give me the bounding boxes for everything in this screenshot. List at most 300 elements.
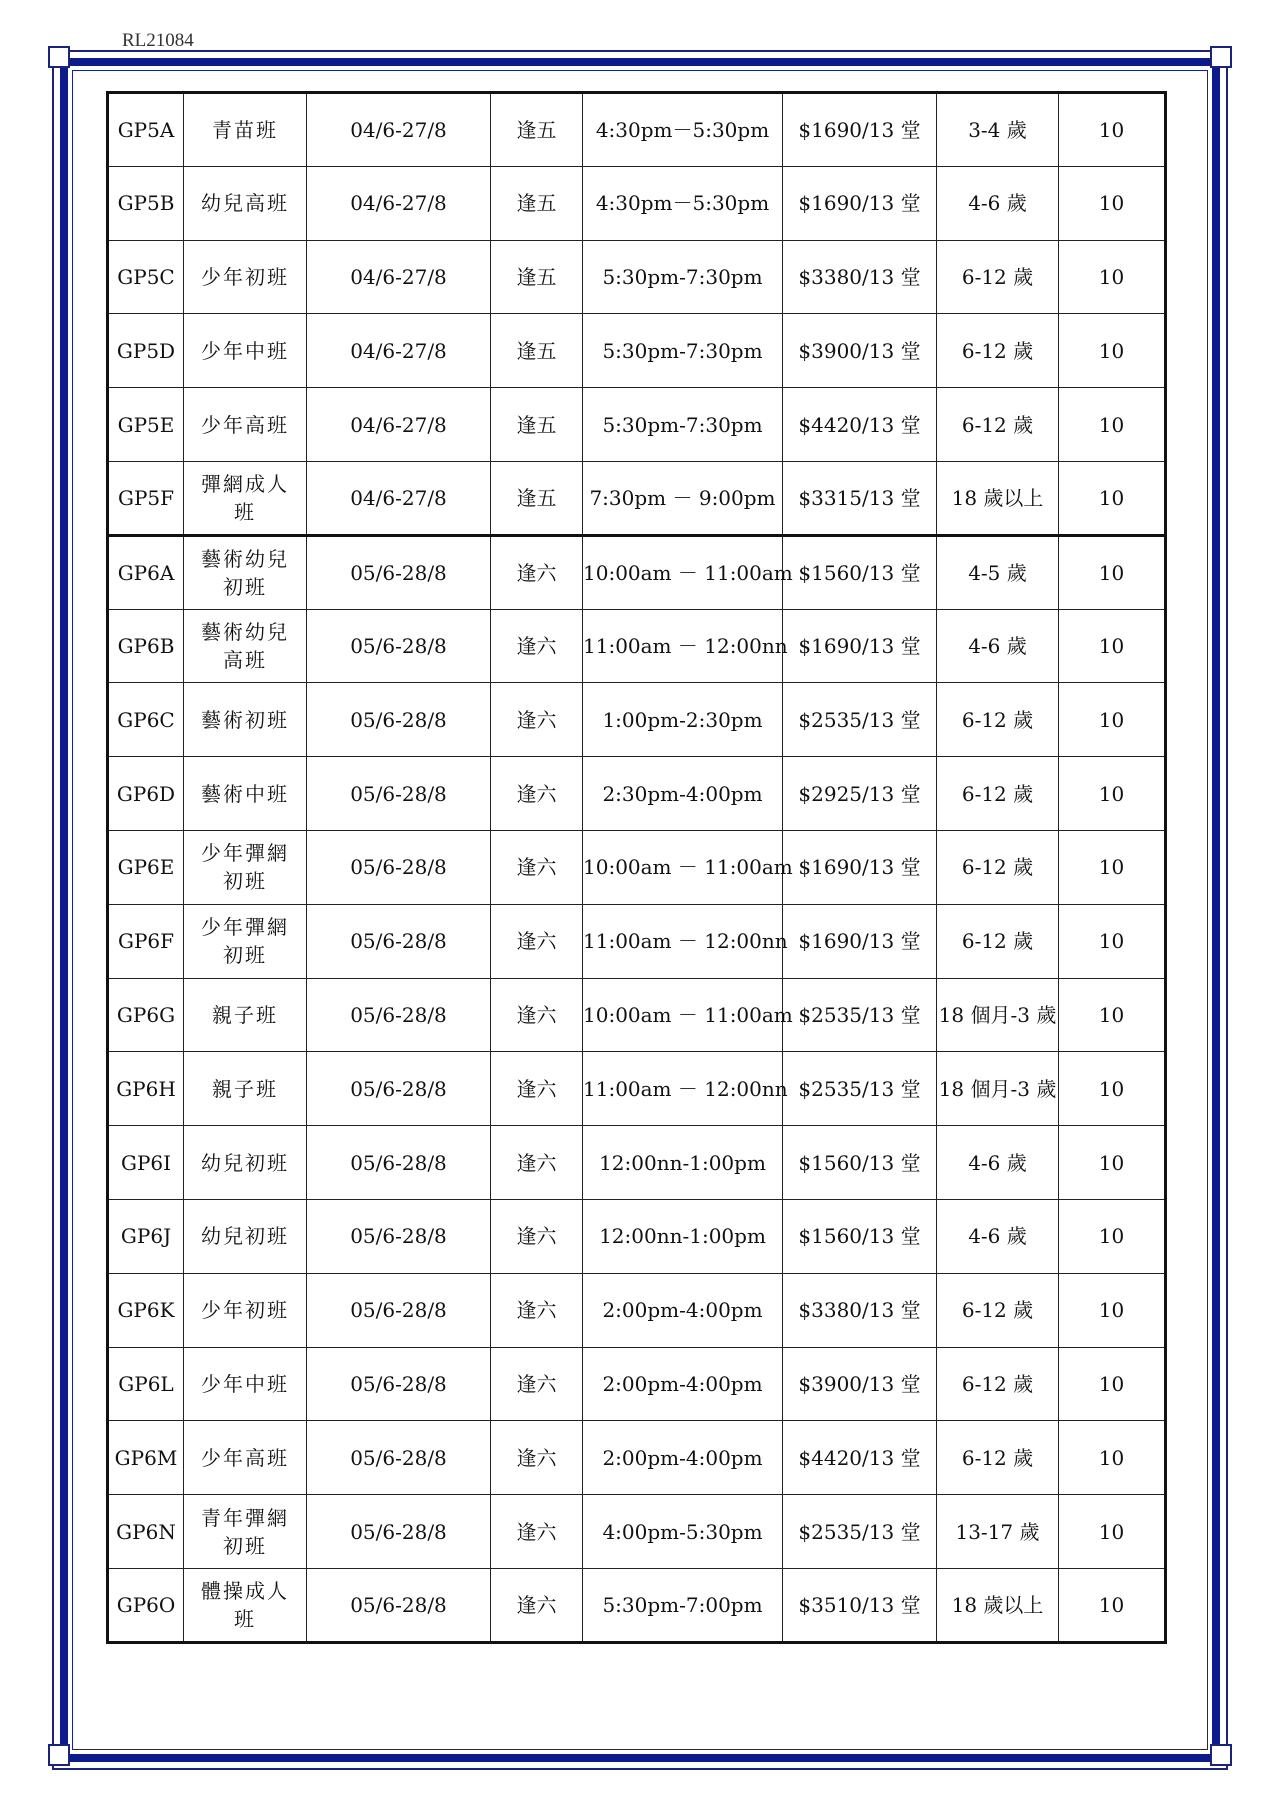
class-age	[937, 1052, 1059, 1126]
class-code-text: GP6L	[118, 1371, 174, 1396]
table-row	[108, 93, 1166, 167]
class-age-text: 6-12 歲	[961, 1371, 1034, 1396]
class-day	[491, 166, 583, 240]
class-name-text: 幼兒高班	[201, 191, 289, 216]
class-name	[184, 609, 307, 683]
class-time-text: 7:30pm － 9:00pm	[589, 485, 776, 510]
class-period	[307, 1126, 491, 1200]
class-fee-text: $2535/13 堂	[798, 707, 921, 732]
class-day	[491, 904, 583, 978]
class-time	[583, 904, 788, 978]
class-time-text: 11:00am － 12:00nn	[583, 1076, 788, 1101]
class-age	[937, 240, 1059, 314]
class-fee	[783, 1126, 937, 1200]
class-time-text: 11:00am － 12:00nn	[583, 633, 788, 658]
class-code	[108, 904, 184, 978]
class-name-text: 體操成人班	[201, 1578, 289, 1631]
class-time-text: 4:30pm－5:30pm	[595, 191, 770, 216]
class-period	[307, 535, 491, 609]
class-quota	[1059, 1199, 1166, 1273]
class-time	[583, 830, 793, 904]
class-day	[491, 1568, 583, 1642]
class-fee	[783, 609, 937, 683]
class-age	[937, 1421, 1059, 1495]
class-fee-text: $3315/13 堂	[798, 485, 921, 510]
class-age	[937, 314, 1059, 388]
class-age-text: 13-17 歲	[955, 1519, 1040, 1544]
class-age	[937, 1347, 1059, 1421]
class-fee	[783, 314, 937, 388]
class-age-text: 18 個月-3 歲	[938, 1076, 1057, 1101]
class-code	[108, 93, 184, 167]
class-day-text: 逢五	[516, 485, 557, 510]
class-code-text: GP6F	[117, 929, 175, 954]
class-code-text: GP5E	[117, 412, 175, 437]
class-fee-text: $1560/13 堂	[798, 560, 921, 585]
class-quota	[1059, 1052, 1166, 1126]
class-time-text: 10:00am － 11:00am	[583, 560, 793, 585]
class-quota-text: 10	[1098, 707, 1125, 732]
class-day	[491, 1495, 583, 1569]
table-row	[108, 1126, 1166, 1200]
class-name-text: 彈網成人班	[201, 471, 289, 524]
class-period	[307, 683, 491, 757]
class-quota	[1059, 609, 1166, 683]
class-quota	[1059, 1568, 1166, 1642]
class-day	[491, 1199, 583, 1273]
class-time-text: 4:00pm-5:30pm	[602, 1519, 763, 1544]
class-age-text: 4-6 歲	[968, 1150, 1027, 1175]
class-day-text: 逢六	[516, 1371, 557, 1396]
class-quota	[1059, 757, 1166, 831]
class-age-text: 18 歲以上	[951, 1592, 1044, 1617]
class-quota-text: 10	[1098, 855, 1125, 880]
class-fee-text: $3900/13 堂	[798, 338, 921, 363]
corner-ornament	[48, 1744, 70, 1766]
class-age-text: 6-12 歲	[961, 781, 1034, 806]
class-quota	[1059, 830, 1166, 904]
class-period	[307, 1199, 491, 1273]
class-name-text: 少年中班	[201, 338, 289, 363]
class-name-text: 少年中班	[201, 1371, 289, 1396]
class-quota-text: 10	[1098, 1002, 1125, 1027]
class-quota	[1059, 683, 1166, 757]
class-fee	[783, 904, 937, 978]
class-time	[583, 1273, 783, 1347]
table-row	[108, 314, 1166, 388]
class-time	[583, 461, 783, 535]
class-fee	[783, 1199, 937, 1273]
class-code-text: GP6K	[117, 1298, 175, 1323]
class-period-text: 05/6-28/8	[350, 1298, 447, 1323]
class-time	[583, 1568, 783, 1642]
class-time	[583, 1199, 783, 1273]
class-name-text: 青苗班	[212, 117, 278, 142]
class-name-text: 幼兒初班	[201, 1150, 289, 1175]
class-quota-text: 10	[1098, 117, 1125, 142]
class-code-text: GP6A	[117, 560, 175, 585]
class-name	[184, 757, 307, 831]
class-code	[108, 1199, 184, 1273]
class-time-text: 12:00nn-1:00pm	[599, 1150, 766, 1175]
class-name	[184, 1199, 307, 1273]
class-age-text: 6-12 歲	[961, 412, 1034, 437]
class-time	[583, 1126, 783, 1200]
class-quota-text: 10	[1098, 1445, 1125, 1470]
class-age	[937, 1568, 1059, 1642]
class-name-text: 藝術幼兒高班	[201, 619, 289, 672]
class-quota-text: 10	[1098, 1592, 1125, 1617]
class-name-text: 藝術中班	[201, 781, 289, 806]
class-period	[307, 166, 491, 240]
class-fee-text: $3900/13 堂	[798, 1371, 921, 1396]
class-name-text: 幼兒初班	[201, 1224, 289, 1249]
class-period-text: 05/6-28/8	[350, 633, 447, 658]
class-code	[108, 1421, 184, 1495]
class-time	[583, 683, 783, 757]
class-period-text: 04/6-27/8	[350, 485, 447, 510]
class-code	[108, 1052, 184, 1126]
class-age	[937, 1126, 1059, 1200]
class-time-text: 10:00am － 11:00am	[583, 1002, 793, 1027]
class-name	[184, 535, 307, 609]
class-code	[108, 830, 184, 904]
class-age-text: 18 歲以上	[951, 485, 1044, 510]
class-quota-text: 10	[1098, 1298, 1125, 1323]
class-quota-text: 10	[1098, 412, 1125, 437]
class-day	[491, 93, 583, 167]
corner-ornament	[48, 46, 70, 68]
table-row	[108, 978, 1166, 1052]
class-quota-text: 10	[1098, 929, 1125, 954]
class-period-text: 05/6-28/8	[350, 1519, 447, 1544]
class-day-text: 逢六	[516, 855, 557, 880]
class-period	[307, 978, 491, 1052]
class-fee-text: $2535/13 堂	[798, 1076, 921, 1101]
table-row	[108, 683, 1166, 757]
class-day	[491, 1273, 583, 1347]
class-fee	[783, 1421, 937, 1495]
class-code-text: GP6M	[114, 1445, 178, 1470]
class-quota-text: 10	[1098, 560, 1125, 585]
class-period	[307, 1421, 491, 1495]
class-fee	[783, 830, 937, 904]
class-day-text: 逢六	[516, 1445, 557, 1470]
class-period-text: 05/6-28/8	[350, 1002, 447, 1027]
class-name-text: 少年彈網初班	[201, 841, 289, 894]
table-row	[108, 1568, 1166, 1642]
class-age	[937, 904, 1059, 978]
class-time	[583, 609, 788, 683]
class-code	[108, 1495, 184, 1569]
class-period	[307, 609, 491, 683]
class-period	[307, 1347, 491, 1421]
class-code-text: GP5F	[117, 485, 175, 510]
class-period-text: 05/6-28/8	[350, 1076, 447, 1101]
class-period-text: 05/6-28/8	[350, 1224, 447, 1249]
class-period-text: 04/6-27/8	[350, 117, 447, 142]
class-time	[583, 1347, 783, 1421]
class-quota	[1059, 535, 1166, 609]
class-code-text: GP6H	[116, 1076, 176, 1101]
class-quota	[1059, 904, 1166, 978]
class-quota-text: 10	[1098, 1224, 1125, 1249]
class-code	[108, 166, 184, 240]
document-code: RL21084	[122, 30, 194, 51]
class-day-text: 逢六	[516, 1002, 557, 1027]
class-period	[307, 1495, 491, 1569]
class-age-text: 3-4 歲	[968, 117, 1027, 142]
class-fee-text: $4420/13 堂	[798, 412, 921, 437]
class-quota	[1059, 461, 1166, 535]
class-period	[307, 461, 491, 535]
class-period-text: 05/6-28/8	[350, 1445, 447, 1470]
class-day-text: 逢六	[516, 1519, 557, 1544]
class-time-text: 12:00nn-1:00pm	[599, 1224, 766, 1249]
class-name	[184, 461, 307, 535]
class-fee-text: $1690/13 堂	[798, 929, 921, 954]
class-day	[491, 388, 583, 462]
class-time-text: 4:30pm－5:30pm	[595, 117, 770, 142]
class-time	[583, 535, 793, 609]
class-name	[184, 1568, 307, 1642]
class-age	[937, 93, 1059, 167]
class-day-text: 逢六	[516, 781, 557, 806]
class-fee	[783, 1495, 937, 1569]
class-fee-text: $1690/13 堂	[798, 191, 921, 216]
class-name	[184, 166, 307, 240]
class-period-text: 05/6-28/8	[350, 1592, 447, 1617]
class-code	[108, 1126, 184, 1200]
class-name	[184, 388, 307, 462]
class-quota	[1059, 1126, 1166, 1200]
class-day	[491, 683, 583, 757]
class-code-text: GP6E	[117, 855, 175, 880]
class-quota-text: 10	[1098, 633, 1125, 658]
class-day	[491, 830, 583, 904]
corner-ornament	[1210, 46, 1232, 68]
class-quota	[1059, 978, 1166, 1052]
class-fee-text: $1560/13 堂	[798, 1224, 921, 1249]
class-name	[184, 1126, 307, 1200]
class-time-text: 10:00am － 11:00am	[583, 855, 793, 880]
class-age-text: 6-12 歲	[961, 855, 1034, 880]
class-period-text: 05/6-28/8	[350, 1371, 447, 1396]
class-name	[184, 1273, 307, 1347]
class-time-text: 2:00pm-4:00pm	[602, 1298, 763, 1323]
class-period	[307, 757, 491, 831]
class-fee	[783, 1052, 937, 1126]
class-quota	[1059, 1495, 1166, 1569]
class-quota-text: 10	[1098, 264, 1125, 289]
class-day-text: 逢六	[516, 1592, 557, 1617]
class-day-text: 逢五	[516, 338, 557, 363]
class-period	[307, 240, 491, 314]
class-time-text: 1:00pm-2:30pm	[602, 707, 763, 732]
class-fee-text: $1560/13 堂	[798, 1150, 921, 1175]
class-age-text: 6-12 歲	[961, 1445, 1034, 1470]
class-schedule-table	[106, 91, 1167, 1644]
class-period	[307, 830, 491, 904]
class-time	[583, 757, 783, 831]
class-period	[307, 314, 491, 388]
class-period	[307, 388, 491, 462]
class-time	[583, 978, 793, 1052]
class-quota-text: 10	[1098, 485, 1125, 510]
class-time-text: 5:30pm-7:30pm	[602, 412, 763, 437]
class-age	[937, 535, 1059, 609]
class-day-text: 逢六	[516, 1150, 557, 1175]
class-quota	[1059, 1273, 1166, 1347]
class-period-text: 05/6-28/8	[350, 929, 447, 954]
class-day	[491, 1052, 583, 1126]
class-day	[491, 1421, 583, 1495]
class-period	[307, 93, 491, 167]
class-name	[184, 830, 307, 904]
class-time-text: 2:00pm-4:00pm	[602, 1445, 763, 1470]
class-day-text: 逢五	[516, 264, 557, 289]
class-period-text: 04/6-27/8	[350, 191, 447, 216]
class-fee-text: $2535/13 堂	[798, 1002, 921, 1027]
class-time	[583, 93, 783, 167]
class-code	[108, 240, 184, 314]
class-fee-text: $4420/13 堂	[798, 1445, 921, 1470]
class-day-text: 逢五	[516, 117, 557, 142]
class-period-text: 05/6-28/8	[350, 855, 447, 880]
class-age	[937, 1495, 1059, 1569]
class-fee-text: $1690/13 堂	[798, 633, 921, 658]
class-period	[307, 1568, 491, 1642]
class-code	[108, 1568, 184, 1642]
class-period	[307, 1273, 491, 1347]
class-fee-text: $3510/13 堂	[798, 1592, 921, 1617]
class-time	[583, 1421, 783, 1495]
class-age	[937, 1273, 1059, 1347]
class-period-text: 04/6-27/8	[350, 412, 447, 437]
class-age-text: 18 個月-3 歲	[938, 1002, 1057, 1027]
class-time	[583, 166, 783, 240]
class-age	[937, 978, 1059, 1052]
class-time	[583, 314, 783, 388]
class-age	[937, 388, 1059, 462]
class-time-text: 5:30pm-7:30pm	[602, 338, 763, 363]
class-code-text: GP6O	[116, 1592, 176, 1617]
class-fee	[783, 93, 937, 167]
class-period-text: 05/6-28/8	[350, 560, 447, 585]
table-row	[108, 1495, 1166, 1569]
class-fee	[783, 1273, 937, 1347]
class-code	[108, 683, 184, 757]
class-code	[108, 461, 184, 535]
class-time	[583, 1495, 783, 1569]
class-name-text: 藝術幼兒初班	[201, 546, 289, 599]
class-age-text: 4-6 歲	[968, 633, 1027, 658]
class-age-text: 4-6 歲	[968, 1224, 1027, 1249]
class-name	[184, 1421, 307, 1495]
class-day-text: 逢六	[516, 1298, 557, 1323]
class-fee	[783, 388, 937, 462]
class-code	[108, 1273, 184, 1347]
class-fee	[783, 1568, 937, 1642]
table-row	[108, 1052, 1166, 1126]
class-fee-text: $1690/13 堂	[798, 855, 921, 880]
class-code	[108, 388, 184, 462]
class-name	[184, 1495, 307, 1569]
class-quota	[1059, 1421, 1166, 1495]
class-code	[108, 757, 184, 831]
class-name-text: 少年高班	[201, 1445, 289, 1470]
table-row	[108, 1421, 1166, 1495]
class-day-text: 逢六	[516, 929, 557, 954]
table-row	[108, 904, 1166, 978]
schedule-body	[108, 93, 1166, 1643]
class-quota	[1059, 388, 1166, 462]
class-quota	[1059, 166, 1166, 240]
class-age	[937, 609, 1059, 683]
class-name	[184, 904, 307, 978]
class-time	[583, 388, 783, 462]
class-fee	[783, 461, 937, 535]
class-day	[491, 314, 583, 388]
class-quota-text: 10	[1098, 1519, 1125, 1544]
class-name	[184, 314, 307, 388]
class-quota	[1059, 240, 1166, 314]
class-age	[937, 1199, 1059, 1273]
class-time-text: 2:30pm-4:00pm	[602, 781, 763, 806]
class-day-text: 逢六	[516, 560, 557, 585]
class-name-text: 親子班	[212, 1076, 278, 1101]
class-fee	[783, 978, 937, 1052]
class-code	[108, 1347, 184, 1421]
corner-ornament	[1210, 1744, 1232, 1766]
class-quota-text: 10	[1098, 1371, 1125, 1396]
class-day-text: 逢五	[516, 191, 557, 216]
class-day-text: 逢六	[516, 1076, 557, 1101]
table-row	[108, 535, 1166, 609]
class-code-text: GP6D	[116, 781, 176, 806]
table-row	[108, 166, 1166, 240]
class-name-text: 少年初班	[201, 264, 289, 289]
class-period-text: 05/6-28/8	[350, 781, 447, 806]
class-code-text: GP6N	[116, 1519, 176, 1544]
class-quota-text: 10	[1098, 338, 1125, 363]
class-fee	[783, 535, 937, 609]
class-quota-text: 10	[1098, 191, 1125, 216]
class-day	[491, 1347, 583, 1421]
table-row	[108, 609, 1166, 683]
class-name	[184, 1052, 307, 1126]
class-code-text: GP5C	[117, 264, 175, 289]
class-name	[184, 240, 307, 314]
class-name-text: 青年彈網初班	[201, 1505, 289, 1558]
class-code-text: GP5A	[117, 117, 175, 142]
class-fee	[783, 683, 937, 757]
class-age-text: 6-12 歲	[961, 338, 1034, 363]
class-name-text: 親子班	[212, 1002, 278, 1027]
table-row	[108, 240, 1166, 314]
class-quota	[1059, 1347, 1166, 1421]
class-quota-text: 10	[1098, 1076, 1125, 1101]
class-time	[583, 240, 783, 314]
class-code	[108, 978, 184, 1052]
table-row	[108, 1347, 1166, 1421]
class-time-text: 5:30pm-7:00pm	[602, 1592, 763, 1617]
class-age	[937, 757, 1059, 831]
class-quota	[1059, 314, 1166, 388]
class-code	[108, 609, 184, 683]
table-row	[108, 1273, 1166, 1347]
class-name	[184, 1347, 307, 1421]
